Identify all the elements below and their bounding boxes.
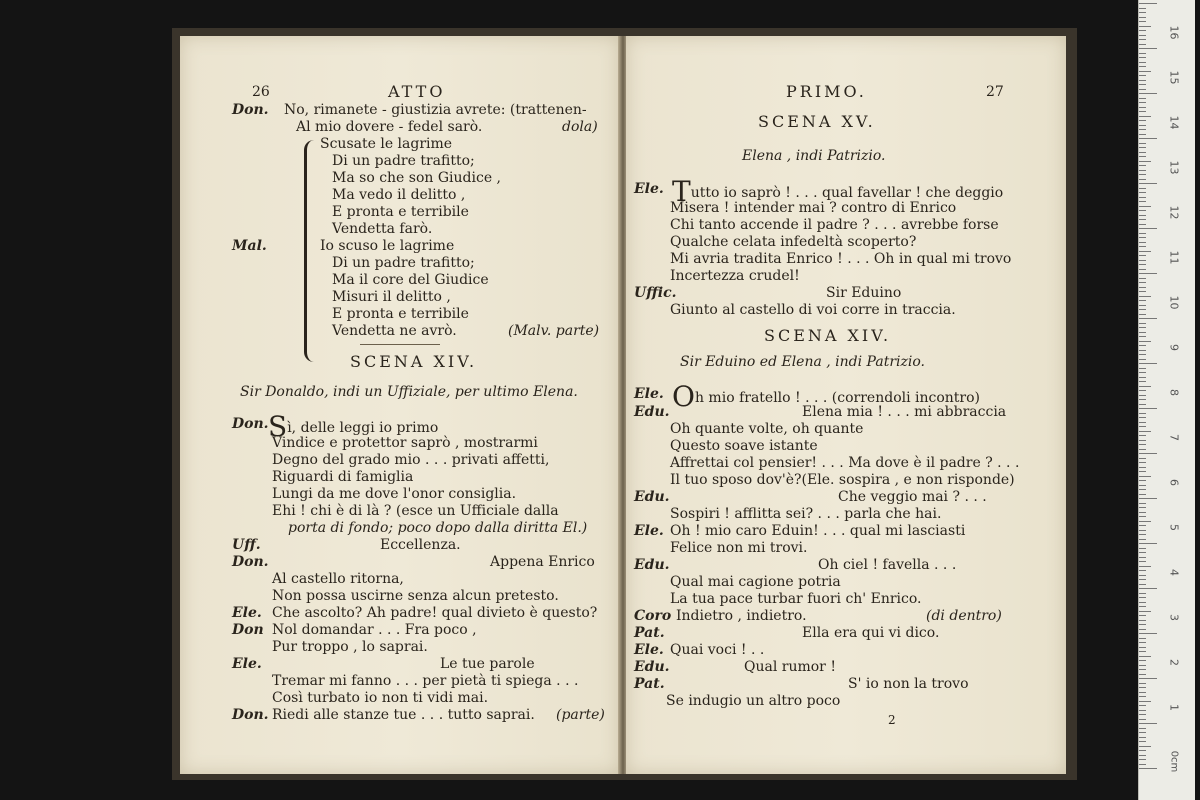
speaker: Don xyxy=(232,622,264,638)
ruler-tick xyxy=(1139,125,1146,126)
ruler-tick xyxy=(1139,80,1146,81)
verse-line: Oh ! mio caro Eduin! . . . qual mi lasciasti xyxy=(670,523,966,539)
speaker: Pat. xyxy=(634,625,665,641)
ruler-tick xyxy=(1139,404,1146,405)
ruler-tick xyxy=(1139,417,1146,418)
ruler-tick xyxy=(1139,71,1151,72)
ruler-tick xyxy=(1139,156,1146,157)
verse-line: Se indugio un altro poco xyxy=(666,693,841,709)
ruler-tick xyxy=(1139,251,1151,252)
ruler-number: 2 xyxy=(1167,659,1181,666)
ruler-tick xyxy=(1139,525,1146,526)
verse-line: Scusate le lagrime xyxy=(320,136,453,152)
verse-line: Io scuso le lagrime xyxy=(320,238,455,254)
measuring-ruler xyxy=(1138,0,1195,800)
ruler-tick xyxy=(1139,714,1146,715)
ruler-tick xyxy=(1139,296,1151,297)
ruler-tick xyxy=(1139,390,1146,391)
ruler-tick xyxy=(1139,413,1146,414)
ruler-number: 16 xyxy=(1167,25,1181,40)
verse-line: Non possa uscirne senza alcun pretesto. xyxy=(272,588,559,604)
ruler-tick xyxy=(1139,368,1146,369)
verse-line: Di un padre trafitto; xyxy=(332,255,475,271)
ruler-tick xyxy=(1139,228,1157,229)
ruler-tick xyxy=(1139,354,1146,355)
ruler-tick xyxy=(1139,719,1146,720)
ruler-tick xyxy=(1139,242,1146,243)
verse-line: Misuri il delitto , xyxy=(332,289,451,305)
verse-line: Vendetta farò. xyxy=(332,221,433,237)
ruler-tick xyxy=(1139,633,1157,634)
ruler-tick xyxy=(1139,521,1151,522)
verse-line: Che veggio mai ? . . . xyxy=(838,489,987,505)
ruler-tick xyxy=(1139,93,1157,94)
ruler-tick xyxy=(1139,287,1146,288)
verse-line: Vendetta ne avrò. xyxy=(332,323,457,339)
running-head: ATTO xyxy=(388,82,446,101)
ruler-tick xyxy=(1139,399,1146,400)
ruler-tick xyxy=(1139,197,1146,198)
ruler-tick xyxy=(1139,165,1146,166)
ruler-tick xyxy=(1139,134,1146,135)
ruler-tick xyxy=(1139,323,1146,324)
drop-cap: O xyxy=(672,380,695,413)
verse-line: Elena mia ! . . . mi abbraccia xyxy=(802,404,1007,420)
ruler-tick xyxy=(1139,764,1146,765)
ruler-tick xyxy=(1139,435,1146,436)
verse-line: E pronta e terribile xyxy=(332,306,469,322)
ruler-tick xyxy=(1139,170,1146,171)
ruler-number: 11 xyxy=(1167,250,1181,265)
ruler-number: 5 xyxy=(1167,524,1181,531)
scene-cast: Sir Donaldo, indi un Uffiziale, per ultimo Elena. xyxy=(240,384,578,400)
ruler-tick xyxy=(1139,359,1146,360)
verse-text: utto io saprò ! . . . qual favellar ! che deggio xyxy=(690,185,1004,201)
ruler-number: 10 xyxy=(1167,295,1181,310)
ruler-tick xyxy=(1139,35,1146,36)
verse-line: Sospiri ! afflitta sei? . . . parla che hai. xyxy=(670,506,942,522)
ruler-tick xyxy=(1139,39,1146,40)
verse-line: Vindice e protettor saprò , mostrarmi xyxy=(272,435,538,451)
ruler-tick xyxy=(1139,552,1146,553)
ruler-tick xyxy=(1139,642,1146,643)
verse-line: Tremar mi fanno . . . per pietà ti spiega . . . xyxy=(272,673,579,689)
ruler-tick xyxy=(1139,291,1146,292)
ruler-tick xyxy=(1139,143,1146,144)
ruler-tick xyxy=(1139,476,1151,477)
ruler-tick xyxy=(1139,539,1146,540)
verse-line: E pronta e terribile xyxy=(332,204,469,220)
speaker: Uffic. xyxy=(634,285,677,301)
ruler-tick xyxy=(1139,255,1146,256)
ruler-tick xyxy=(1139,282,1146,283)
ruler-tick xyxy=(1139,471,1146,472)
ruler-tick xyxy=(1139,669,1146,670)
ruler-tick xyxy=(1139,318,1157,319)
verse-line: Pur troppo , lo saprai. xyxy=(272,639,428,655)
ruler-tick xyxy=(1139,395,1146,396)
ruler-tick xyxy=(1139,530,1146,531)
ruler-tick xyxy=(1139,489,1146,490)
ruler-tick xyxy=(1139,507,1146,508)
ruler-tick xyxy=(1139,629,1146,630)
ruler-tick xyxy=(1139,737,1146,738)
ruler-tick xyxy=(1139,750,1146,751)
speaker: Ele. xyxy=(634,523,664,539)
ruler-tick xyxy=(1139,147,1146,148)
verse-text: ì, delle leggi io primo xyxy=(287,420,439,436)
ruler-tick xyxy=(1139,426,1146,427)
verse-line: Così turbato io non ti vidi mai. xyxy=(272,690,489,706)
ruler-tick xyxy=(1139,584,1146,585)
ruler-tick xyxy=(1139,98,1146,99)
ruler-tick xyxy=(1139,75,1146,76)
ruler-tick xyxy=(1139,183,1157,184)
verse-line: Oh quante volte, oh quante xyxy=(670,421,864,437)
ruler-number: 13 xyxy=(1167,160,1181,175)
signature-mark: 2 xyxy=(888,713,896,727)
verse-line: Mi avria tradita Enrico ! . . . Oh in qual mi trovo xyxy=(670,251,1012,267)
ruler-tick xyxy=(1139,269,1146,270)
scene-title: SCENA XV. xyxy=(758,112,876,131)
ruler-tick xyxy=(1139,3,1157,4)
ruler-tick xyxy=(1139,62,1146,63)
verse-line: Riedi alle stanze tue . . . tutto saprai. xyxy=(272,707,535,723)
verse-line: Il tuo sposo dov'è?(Ele. sospira , e non risponde) xyxy=(670,472,1015,488)
ruler-tick xyxy=(1139,381,1146,382)
ruler-tick xyxy=(1139,566,1151,567)
ruler-tick xyxy=(1139,314,1146,315)
ruler-number: 9 xyxy=(1167,344,1181,351)
ruler-number: 7 xyxy=(1167,434,1181,441)
stage-direction: (parte) xyxy=(556,707,605,723)
ruler-tick xyxy=(1139,179,1146,180)
ruler-tick xyxy=(1139,651,1146,652)
verse-line: Appena Enrico xyxy=(490,554,595,570)
ruler-tick xyxy=(1139,219,1146,220)
ruler-tick xyxy=(1139,512,1146,513)
ruler-tick xyxy=(1139,116,1151,117)
ruler-tick xyxy=(1139,678,1157,679)
verse-line: Qual mai cagione potria xyxy=(670,574,841,590)
verse-text: h mio fratello ! . . . (correndoli incontro) xyxy=(694,390,981,406)
speaker: Ele. xyxy=(634,642,664,658)
ruler-tick xyxy=(1139,192,1146,193)
verse-line: Questo soave istante xyxy=(670,438,818,454)
left-page xyxy=(180,36,620,774)
ruler-tick xyxy=(1139,606,1146,607)
ruler-tick xyxy=(1139,84,1146,85)
ruler-tick xyxy=(1139,683,1146,684)
ruler-tick xyxy=(1139,8,1146,9)
stage-direction: porta di fondo; poco dopo dalla diritta El.) xyxy=(288,520,588,536)
right-page xyxy=(626,36,1066,774)
ruler-tick xyxy=(1139,723,1157,724)
ruler-tick xyxy=(1139,17,1146,18)
ruler-tick xyxy=(1139,701,1151,702)
ruler-tick xyxy=(1139,597,1146,598)
ruler-tick xyxy=(1139,305,1146,306)
speaker: Don. xyxy=(232,707,269,723)
verse-line: Oh ciel ! favella . . . xyxy=(818,557,957,573)
ruler-tick xyxy=(1139,260,1146,261)
ruler-tick xyxy=(1139,345,1146,346)
scene-cast: Sir Eduino ed Elena , indi Patrizio. xyxy=(680,354,925,370)
ruler-tick xyxy=(1139,215,1146,216)
ruler-tick xyxy=(1139,588,1157,589)
ruler-tick xyxy=(1139,152,1146,153)
speaker: Edu. xyxy=(634,404,670,420)
ruler-tick xyxy=(1139,66,1146,67)
verse-line: Ma vedo il delitto , xyxy=(332,187,466,203)
ruler-tick xyxy=(1139,705,1146,706)
speaker: Edu. xyxy=(634,489,670,505)
ruler-tick xyxy=(1139,741,1146,742)
ruler-tick xyxy=(1139,534,1146,535)
ruler-tick xyxy=(1139,453,1157,454)
ruler-tick xyxy=(1139,210,1146,211)
ruler-tick xyxy=(1139,233,1146,234)
ruler-tick xyxy=(1139,48,1157,49)
ruler-tick xyxy=(1139,449,1146,450)
ruler-tick xyxy=(1139,444,1146,445)
speaker: Ele. xyxy=(232,656,262,672)
ruler-tick xyxy=(1139,624,1146,625)
verse-line: Giunto al castello di voi corre in traccia. xyxy=(670,302,956,318)
verse-line: Degno del grado mio . . . privati affetti, xyxy=(272,452,550,468)
ruler-tick xyxy=(1139,516,1146,517)
ruler-unit: 0cm xyxy=(1168,750,1180,773)
ruler-tick xyxy=(1139,336,1146,337)
verse-line: Misera ! intender mai ? contro di Enrico xyxy=(670,200,957,216)
verse-line: Le tue parole xyxy=(440,656,535,672)
ruler-tick xyxy=(1139,480,1146,481)
verse-line: Ma il core del Giudice xyxy=(332,272,489,288)
ruler-tick xyxy=(1139,363,1157,364)
verse-line: Ella era qui vi dico. xyxy=(802,625,940,641)
page-number: 27 xyxy=(986,84,1004,100)
ruler-tick xyxy=(1139,665,1146,666)
stage-direction: dola) xyxy=(562,119,598,135)
open-book xyxy=(172,28,1077,780)
ruler-tick xyxy=(1139,102,1146,103)
ruler-tick xyxy=(1139,138,1157,139)
scene-title: SCENA XIV. xyxy=(764,326,892,345)
ruler-number: 15 xyxy=(1167,70,1181,85)
ruler-tick xyxy=(1139,557,1146,558)
verse-line: Affrettai col pensier! . . . Ma dove è il padre ? . . . xyxy=(670,455,1020,471)
ruler-tick xyxy=(1139,732,1146,733)
ruler-tick xyxy=(1139,746,1151,747)
drop-cap: T xyxy=(672,175,691,208)
speaker: Don. xyxy=(232,416,269,432)
scene-cast: Elena , indi Patrizio. xyxy=(742,148,886,164)
ruler-tick xyxy=(1139,89,1146,90)
speaker: Edu. xyxy=(634,557,670,573)
ruler-tick xyxy=(1139,768,1157,769)
verse-line: Di un padre trafitto; xyxy=(332,153,475,169)
ruler-tick xyxy=(1139,264,1146,265)
stage-direction: (Malv. parte) xyxy=(508,323,600,339)
ruler-tick xyxy=(1139,237,1146,238)
verse-line: Incertezza crudel! xyxy=(670,268,800,284)
verse-line: No, rimanete - giustizia avrete: (trattenen- xyxy=(284,102,587,118)
brace xyxy=(304,140,319,362)
divider xyxy=(360,344,440,345)
verse-line: Quai voci ! . . xyxy=(670,642,765,658)
ruler-tick xyxy=(1139,503,1146,504)
ruler-tick xyxy=(1139,422,1146,423)
ruler-tick xyxy=(1139,674,1146,675)
verse-line: Sir Eduino xyxy=(826,285,902,301)
verse-line: Felice non mi trovi. xyxy=(670,540,808,556)
ruler-tick xyxy=(1139,327,1146,328)
ruler-tick xyxy=(1139,246,1146,247)
ruler-tick xyxy=(1139,692,1146,693)
verse-line: Qual rumor ! xyxy=(744,659,836,675)
ruler-tick xyxy=(1139,575,1146,576)
ruler-number: 6 xyxy=(1167,479,1181,486)
ruler-tick xyxy=(1139,561,1146,562)
ruler-tick xyxy=(1139,174,1146,175)
ruler-tick xyxy=(1139,656,1151,657)
ruler-tick xyxy=(1139,579,1146,580)
ruler-number: 1 xyxy=(1167,704,1181,711)
ruler-tick xyxy=(1139,462,1146,463)
ruler-tick xyxy=(1139,188,1146,189)
ruler-tick xyxy=(1139,602,1146,603)
ruler-tick xyxy=(1139,350,1146,351)
ruler-tick xyxy=(1139,120,1146,121)
ruler-tick xyxy=(1139,494,1146,495)
ruler-tick xyxy=(1139,273,1157,274)
speaker: Don. xyxy=(232,554,269,570)
speaker: Mal. xyxy=(232,238,267,254)
ruler-tick xyxy=(1139,26,1151,27)
speaker: Edu. xyxy=(634,659,670,675)
ruler-tick xyxy=(1139,107,1146,108)
verse-line: Indietro , indietro. xyxy=(676,608,807,624)
ruler-tick xyxy=(1139,341,1151,342)
speaker: Coro xyxy=(634,608,672,624)
ruler-tick xyxy=(1139,759,1146,760)
ruler-tick xyxy=(1139,467,1146,468)
ruler-tick xyxy=(1139,638,1146,639)
ruler-tick xyxy=(1139,548,1146,549)
ruler-tick xyxy=(1139,332,1146,333)
ruler-number: 14 xyxy=(1167,115,1181,130)
ruler-tick xyxy=(1139,696,1146,697)
ruler-number: 4 xyxy=(1167,569,1181,576)
ruler-tick xyxy=(1139,224,1146,225)
ruler-tick xyxy=(1139,21,1146,22)
verse-line: Lungi da me dove l'onor consiglia. xyxy=(272,486,517,502)
ruler-tick xyxy=(1139,377,1146,378)
ruler-tick xyxy=(1139,53,1146,54)
verse-line: Ehi ! chi è di là ? (esce un Ufficiale dalla xyxy=(272,503,559,519)
ruler-tick xyxy=(1139,755,1146,756)
page-number: 26 xyxy=(252,84,270,100)
ruler-tick xyxy=(1139,372,1146,373)
ruler-tick xyxy=(1139,440,1146,441)
ruler-tick xyxy=(1139,485,1146,486)
ruler-tick xyxy=(1139,309,1146,310)
scene-title: SCENA XIV. xyxy=(350,352,478,371)
ruler-tick xyxy=(1139,300,1146,301)
ruler-tick xyxy=(1139,647,1146,648)
ruler-number: 8 xyxy=(1167,389,1181,396)
ruler-tick xyxy=(1139,44,1146,45)
verse-line: Al castello ritorna, xyxy=(272,571,404,587)
ruler-tick xyxy=(1139,30,1146,31)
verse-line: Al mio dovere - fedel sarò. xyxy=(296,119,483,135)
ruler-tick xyxy=(1139,593,1146,594)
ruler-tick xyxy=(1139,498,1157,499)
drop-cap: S xyxy=(268,410,288,443)
ruler-tick xyxy=(1139,278,1146,279)
verse-line: La tua pace turbar fuori ch' Enrico. xyxy=(670,591,922,607)
speaker: Don. xyxy=(232,102,269,118)
ruler-tick xyxy=(1139,615,1146,616)
verse-line: Chi tanto accende il padre ? . . . avrebbe forse xyxy=(670,217,999,233)
ruler-number: 12 xyxy=(1167,205,1181,220)
verse-line: Nol domandar . . . Fra poco , xyxy=(272,622,477,638)
ruler-tick xyxy=(1139,570,1146,571)
ruler-tick xyxy=(1139,129,1146,130)
ruler-tick xyxy=(1139,687,1146,688)
ruler-tick xyxy=(1139,57,1146,58)
ruler-tick xyxy=(1139,620,1146,621)
running-head: PRIMO. xyxy=(786,82,867,101)
speaker: Ele. xyxy=(232,605,262,621)
ruler-tick xyxy=(1139,12,1146,13)
ruler-tick xyxy=(1139,458,1146,459)
ruler-tick xyxy=(1139,161,1151,162)
ruler-tick xyxy=(1139,543,1157,544)
verse-line: Qualche celata infedeltà scoperto? xyxy=(670,234,917,250)
ruler-tick xyxy=(1139,611,1151,612)
verse-line: Che ascolto? Ah padre! qual divieto è questo? xyxy=(272,605,598,621)
ruler-tick xyxy=(1139,111,1146,112)
speaker: Uff. xyxy=(232,537,261,553)
verse-line: S' io non la trovo xyxy=(848,676,969,692)
ruler-tick xyxy=(1139,728,1146,729)
verse-line: Ma so che son Giudice , xyxy=(332,170,502,186)
ruler-tick xyxy=(1139,206,1151,207)
ruler-number: 3 xyxy=(1167,614,1181,621)
stage-direction: (di dentro) xyxy=(926,608,1002,624)
speaker: Ele. xyxy=(634,386,664,402)
ruler-tick xyxy=(1139,386,1151,387)
ruler-tick xyxy=(1139,660,1146,661)
verse-line: Riguardi di famiglia xyxy=(272,469,414,485)
ruler-tick xyxy=(1139,431,1151,432)
speaker: Ele. xyxy=(634,181,664,197)
speaker: Pat. xyxy=(634,676,665,692)
ruler-tick xyxy=(1139,710,1146,711)
verse-line: Eccellenza. xyxy=(380,537,461,553)
ruler-tick xyxy=(1139,201,1146,202)
ruler-tick xyxy=(1139,408,1157,409)
